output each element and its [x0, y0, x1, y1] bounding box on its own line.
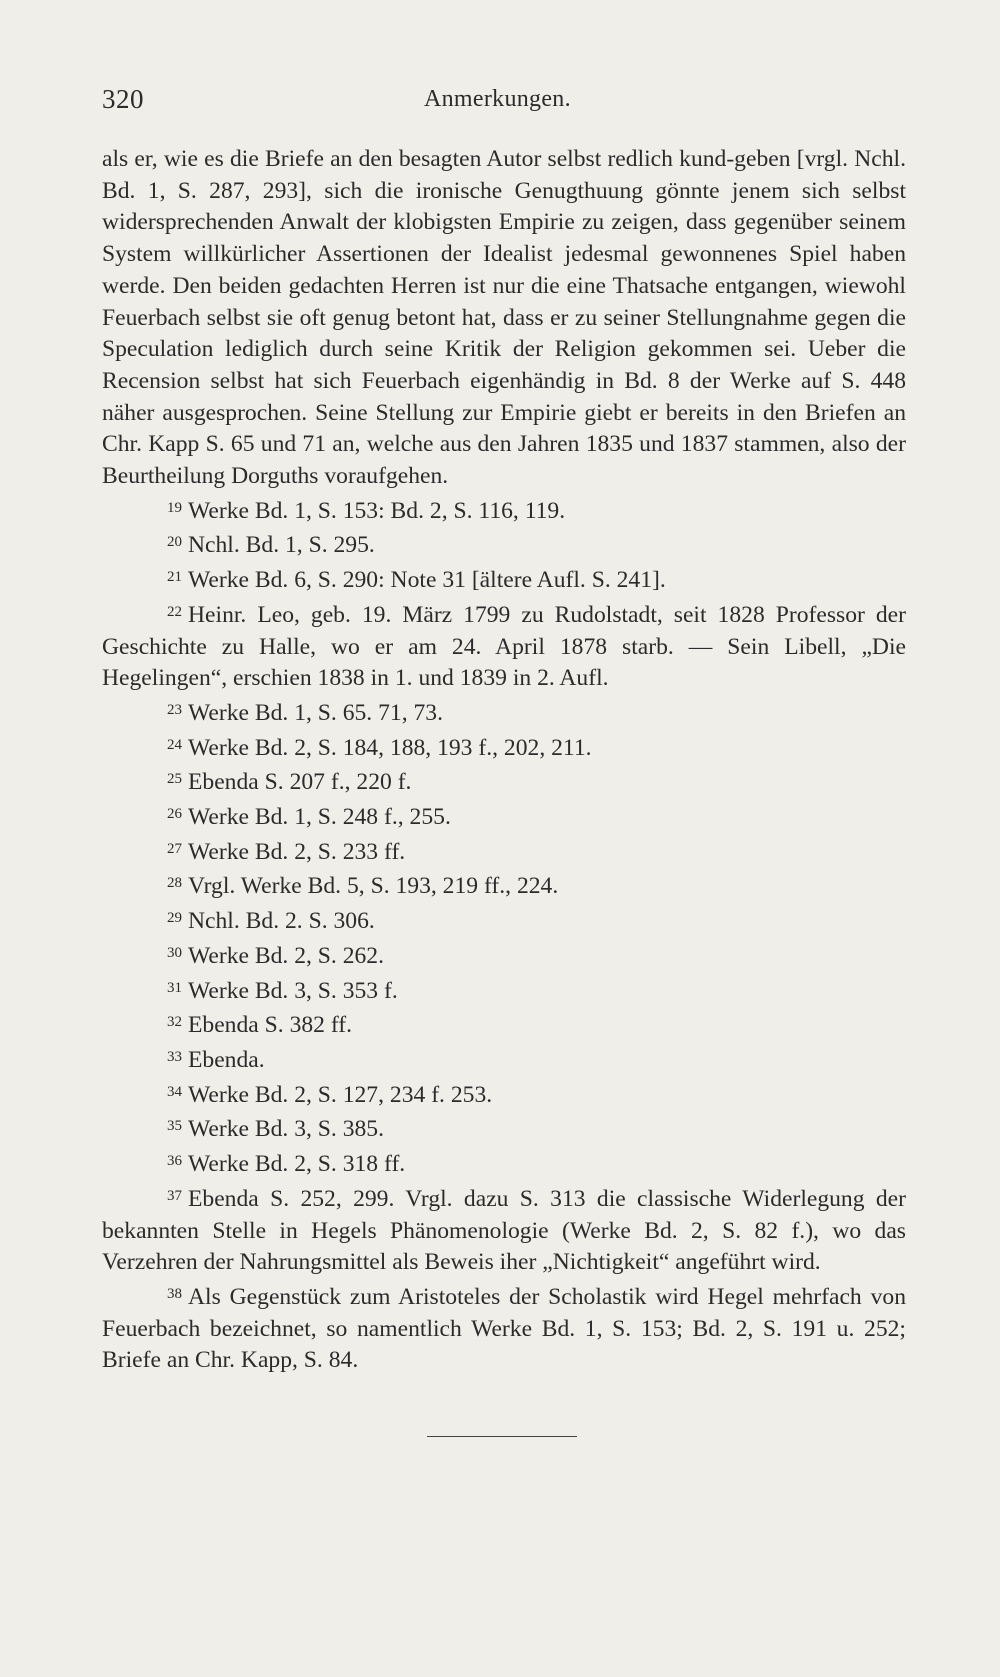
end-rule-divider	[427, 1436, 577, 1437]
running-title: Anmerkungen.	[424, 86, 571, 112]
footnote-text: Werke Bd. 6, S. 290: Note 31 [ältere Aufl. S. 241].	[188, 567, 666, 594]
footnote-number: 24	[167, 736, 182, 753]
footnote-31	[102, 973, 906, 1008]
footnote-29	[102, 903, 906, 938]
footnote-number: 32	[167, 1014, 182, 1031]
footnote-text: Werke Bd. 1, S. 248 f., 255.	[188, 804, 451, 831]
notes-body	[102, 144, 906, 1377]
footnote-23	[102, 695, 906, 730]
footnote-number: 19	[167, 499, 182, 516]
footnote-text: Ebenda.	[188, 1046, 265, 1073]
footnote-21	[102, 562, 906, 597]
footnote-25	[102, 764, 906, 799]
footnote-number: 26	[167, 806, 182, 823]
footnote-number: 34	[167, 1083, 182, 1100]
footnote-number: 20	[167, 534, 182, 551]
footnote-number: 36	[167, 1153, 182, 1170]
footnote-text: Werke Bd. 2, S. 233 ff.	[188, 838, 406, 865]
footnote-text: Nchl. Bd. 1, S. 295.	[188, 532, 375, 559]
page-number: 320	[102, 84, 144, 114]
footnote-text: Als Gegenstück zum Aristoteles der Scholastik wird Hegel mehrfach von Feuerbach bezeichnet, so namentlich Werke Bd. 1, S. 153; Bd. 2, S. 191 u. 252; Briefe an Chr. Kapp, S. 84.	[102, 1283, 906, 1374]
footnote-number: 37	[167, 1187, 182, 1204]
footnote-number: 30	[167, 944, 182, 961]
footnote-28	[102, 868, 906, 903]
footnote-text: Werke Bd. 2, S. 318 ff.	[188, 1151, 406, 1178]
footnote-text: Ebenda S. 382 ff.	[188, 1012, 353, 1039]
footnote-number: 23	[167, 701, 182, 718]
footnote-text: Heinr. Leo, geb. 19. März 1799 zu Rudolstadt, seit 1828 Professor der Geschichte zu Halle, wo er am 24. April 1878 starb. — Sein Libell, „Die Hegelingen“, erschien 1838 in 1. und 1839 in 2. Aufl.	[102, 601, 906, 692]
footnote-32	[102, 1007, 906, 1042]
footnote-37	[102, 1181, 906, 1279]
footnote-text: Ebenda S. 252, 299. Vrgl. dazu S. 313 die classische Widerlegung der bekannten Stelle in Hegels Phänomenologie (Werke Bd. 2, S. 82 f.), wo das Verzehren der Nahrungsmittel als Beweis iher „Nichtigkeit“ angeführt wird.	[102, 1185, 906, 1276]
footnote-text: Werke Bd. 3, S. 385.	[188, 1116, 385, 1143]
footnote-27	[102, 834, 906, 869]
footnote-number: 22	[167, 603, 182, 620]
footnote-26	[102, 799, 906, 834]
continuation-paragraph: als er, wie es die Briefe an den besagten Autor selbst redlich kund-geben [vrgl. Nchl. Bd. 1, S. 287, 293], sich die ironische Genugthuung gönnte jenem sich selbst widersprechenden Anwalt der klobigsten Empirie zu zeigen, dass gegenüber seinem System willkürlicher Assertionen der Idealist jedesmal gewonnenes Spiel haben werde. Den beiden gedachten Herren ist nur die eine Thatsache entgangen, wiewohl Feuerbach selbst sie oft genug betont hat, dass er zu seiner Stellungnahme gegen die Speculation lediglich durch seine Kritik der Religion gekommen sei. Ueber die Recension selbst hat sich Feuerbach eigenhändig in Bd. 8 der Werke auf S. 448 näher ausgesprochen. Seine Stellung zur Empirie giebt er bereits in den Briefen an Chr. Kapp S. 65 und 71 an, welche aus den Jahren 1835 und 1837 stammen, also der Beurtheilung Dorguths voraufgehen.	[102, 146, 906, 490]
footnote-number: 29	[167, 910, 182, 927]
footnote-number: 21	[167, 569, 182, 586]
footnote-33	[102, 1042, 906, 1077]
footnote-text: Ebenda S. 207 f., 220 f.	[188, 769, 412, 796]
page-header	[102, 84, 902, 118]
footnote-22	[102, 597, 906, 695]
footnote-number: 35	[167, 1118, 182, 1135]
footnote-30	[102, 938, 906, 973]
footnote-text: Nchl. Bd. 2. S. 306.	[188, 908, 375, 935]
footnote-text: Werke Bd. 3, S. 353 f.	[188, 977, 398, 1004]
footnote-24	[102, 730, 906, 765]
footnote-text: Werke Bd. 1, S. 65. 71, 73.	[188, 699, 443, 726]
footnote-number: 25	[167, 771, 182, 788]
footnote-text: Werke Bd. 2, S. 127, 234 f. 253.	[188, 1081, 493, 1108]
footnote-19	[102, 493, 906, 528]
footnote-number: 28	[167, 875, 182, 892]
footnote-text: Werke Bd. 2, S. 262.	[188, 942, 385, 969]
footnote-number: 33	[167, 1048, 182, 1065]
footnote-text: Werke Bd. 1, S. 153: Bd. 2, S. 116, 119.	[188, 497, 566, 524]
footnote-34	[102, 1077, 906, 1112]
footnote-text: Werke Bd. 2, S. 184, 188, 193 f., 202, 211.	[188, 734, 592, 761]
footnote-number: 31	[167, 979, 182, 996]
footnote-35	[102, 1111, 906, 1146]
footnote-36	[102, 1146, 906, 1181]
footnote-38	[102, 1279, 906, 1377]
footnote-text: Vrgl. Werke Bd. 5, S. 193, 219 ff., 224.	[188, 873, 559, 900]
footnote-number: 27	[167, 840, 182, 857]
footnote-number: 38	[167, 1285, 182, 1302]
footnote-20	[102, 527, 906, 562]
